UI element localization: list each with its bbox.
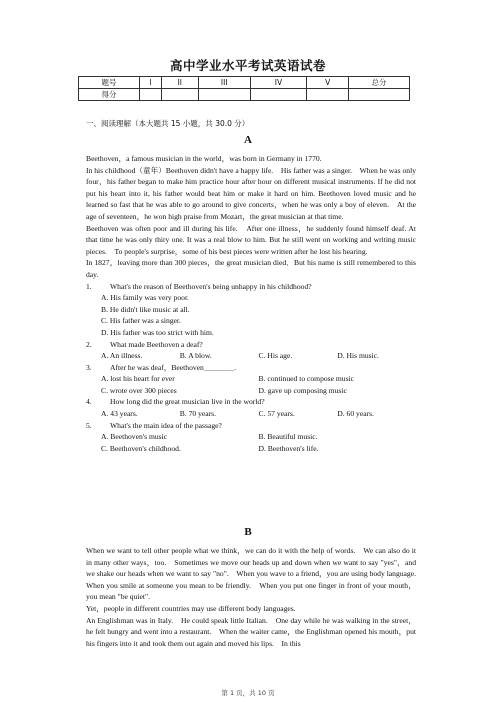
option[interactable]: C. wrote over 300 pieces <box>101 385 177 395</box>
question-number: 4. <box>86 397 92 407</box>
score-table-header-row <box>79 77 410 89</box>
score-cell: II <box>161 77 198 89</box>
section-heading: 一、阅读理解（本大题共 15 小题，共 30.0 分） <box>86 119 250 128</box>
score-cell: V <box>307 77 349 89</box>
paragraph: In 1827，leaving more than 300 pieces，the great musician died．But his name is still remembered to this day. <box>86 258 416 279</box>
paragraph: In his childhood（童年）Beethoven didn't have a happy life. His father was a singer. When he was only four，his father began to make him practice hour after hour on different musical instruments. If he did not put his heart into it, his father would beat him or make it hard on him. Beethoven loved music and he learned so fast that he was able to go around to give concerts，when he was only a boy of eleven. At the age of seventeen，he won high praise from Mozart，the great musician at that time. <box>86 165 416 221</box>
option[interactable]: B. He didn't like music at all. <box>101 304 190 314</box>
question <box>86 281 416 293</box>
options <box>86 350 416 362</box>
option[interactable]: C. Beethoven's childhood. <box>101 443 181 453</box>
score-input-cell <box>198 89 250 101</box>
option[interactable]: A. lost his heart for ever <box>101 374 175 384</box>
option[interactable]: D. His music. <box>337 351 380 361</box>
question <box>86 339 416 351</box>
option[interactable]: B. A blow. <box>179 351 212 361</box>
option[interactable]: B. 70 years. <box>179 409 217 419</box>
question-text: How long did the great musician live in the world? <box>110 397 265 407</box>
option[interactable]: C. His age. <box>258 351 293 361</box>
option[interactable]: C. His father was a singer. <box>101 316 181 326</box>
option[interactable]: B. Beautiful music. <box>258 432 318 442</box>
option[interactable]: A. Beethoven's music <box>101 432 168 442</box>
options <box>86 408 416 420</box>
score-input-cell <box>349 89 410 101</box>
question-number: 2. <box>86 339 92 349</box>
option[interactable]: A. 43 years. <box>101 409 138 419</box>
page-footer: 第 1 页，共 10 页 <box>221 689 275 697</box>
score-cell: I <box>140 77 162 89</box>
paragraph: When we want to tell other people what we think，we can do it with the help of words. We can also do it in many other ways，too. Sometimes we move our heads up and down when we want to say "yes"，and we shake our heads when we want to say "no". When you wave to a friend，you are using body language. When you smile at someone you mean to be friendly. When you put one finger in front of your mouth，you mean "be quiet". <box>86 546 424 602</box>
question-number: 3. <box>86 362 92 372</box>
passage-b <box>86 545 424 649</box>
score-input-cell <box>161 89 198 101</box>
option[interactable]: A. His family was very poor. <box>101 293 189 303</box>
score-table <box>78 76 410 101</box>
option[interactable]: D. Beethoven's life. <box>258 443 319 453</box>
paragraph: Beethoven，a famous musician in the world，was born in Germany in 1770. <box>86 154 322 163</box>
question-text: What made Beethoven a deaf? <box>110 339 203 349</box>
page-title: 高中学业水平考试英语试卷 <box>169 58 326 73</box>
question-text: What's the reason of Beethoven's being unhappy in his childhood? <box>110 281 312 291</box>
score-input-cell <box>307 89 349 101</box>
question-number: 1. <box>86 281 92 291</box>
option[interactable]: D. 60 years. <box>337 409 374 419</box>
score-cell: 总分 <box>349 77 410 89</box>
question <box>86 362 416 374</box>
paragraph: An Englishman was in Italy. He could speak little Italian. One day while he was walking in the street，he felt hungry and went into a restaurant. When the waiter came，the Englishman opened his mouth，put his fingers into it and took them out again and moved his lips. In this <box>86 615 416 648</box>
passage-b-label: B <box>244 526 252 538</box>
score-input-cell <box>140 89 162 101</box>
score-input-cell <box>250 89 307 101</box>
score-cell: IV <box>250 77 307 89</box>
options <box>86 292 416 338</box>
score-cell: 题号 <box>79 77 140 89</box>
score-cell: 得分 <box>79 89 140 101</box>
passage-a <box>86 153 416 454</box>
paragraph: Yet，people in different countries may use different body languages. <box>86 603 296 613</box>
option[interactable]: D. gave up composing music <box>258 385 347 395</box>
paragraph: Beethoven was often poor and ill during his life. After one illness，he suddenly found himself deaf. At that time he was only thiry one. It was a real blow to him. But he still went on working and writing music pieces. To people's surprise，some of his best pieces were written after he lost his hearing. <box>86 223 416 256</box>
option[interactable]: D. His father was too strict with him. <box>101 327 214 337</box>
option[interactable]: C. 57 years. <box>258 409 295 419</box>
question-text: What's the main idea of the passage? <box>110 420 222 430</box>
passage-a-label: A <box>244 134 252 146</box>
option[interactable]: A. An illness. <box>101 351 143 361</box>
option[interactable]: B. continued to compose music <box>258 374 355 384</box>
options <box>86 431 416 454</box>
options <box>86 373 416 396</box>
score-table-score-row <box>79 89 410 101</box>
question-number: 5. <box>86 420 92 430</box>
score-cell: III <box>198 77 250 89</box>
question-text: After he was deaf，Beethoven＿＿＿＿. <box>110 362 237 372</box>
question <box>86 396 416 408</box>
question <box>86 420 416 432</box>
